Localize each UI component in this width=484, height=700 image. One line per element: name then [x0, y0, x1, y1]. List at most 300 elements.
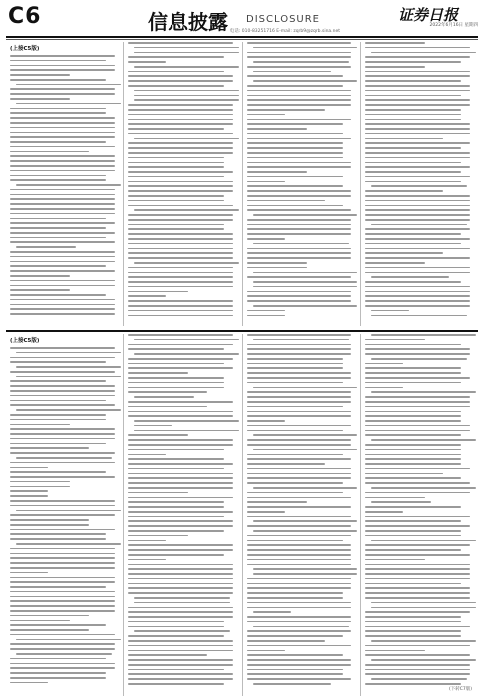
- text-line: [10, 390, 115, 392]
- text-line: [10, 667, 115, 669]
- text-line: [365, 444, 461, 446]
- text-line: [10, 79, 106, 81]
- text-line: [247, 123, 343, 125]
- text-line: [247, 635, 343, 637]
- text-line: [371, 487, 476, 489]
- text-line: [371, 607, 476, 609]
- column: [243, 42, 361, 326]
- text-line: [128, 492, 188, 494]
- text-line: [253, 71, 332, 73]
- text-line: [128, 401, 233, 403]
- text-line: [365, 415, 461, 417]
- text-line: [247, 334, 352, 336]
- text-line: [10, 567, 115, 569]
- header-rule-thin: [6, 39, 478, 40]
- text-line: [128, 568, 233, 570]
- text-line: [128, 233, 233, 235]
- text-line: [10, 151, 89, 153]
- text-line: [134, 339, 239, 341]
- text-line: [128, 664, 233, 666]
- text-line: [365, 90, 470, 92]
- text-line: [10, 198, 115, 200]
- text-line: [128, 281, 233, 283]
- text-line: [253, 281, 358, 283]
- text-line: [371, 439, 476, 441]
- text-line: [247, 85, 343, 87]
- text-line: [128, 458, 224, 460]
- text-line: [365, 669, 470, 671]
- text-line: [134, 396, 194, 398]
- text-line: [134, 425, 172, 427]
- text-line: [253, 47, 358, 49]
- text-line: [134, 138, 239, 140]
- text-line: [365, 573, 470, 575]
- text-line: [365, 611, 470, 613]
- text-line: [247, 468, 352, 470]
- text-line: [10, 213, 115, 215]
- text-line: [128, 205, 233, 207]
- text-line: [247, 578, 352, 580]
- page-number: C6: [8, 4, 42, 29]
- text-line: [10, 548, 115, 550]
- column: [124, 334, 242, 696]
- text-line: [128, 181, 233, 183]
- text-line: [365, 473, 444, 475]
- text-line: [253, 286, 358, 288]
- text-line: [365, 267, 470, 269]
- text-line: [371, 334, 476, 336]
- text-line: [128, 640, 233, 642]
- text-line: [253, 61, 349, 63]
- text-line: [247, 497, 352, 499]
- text-line: [371, 540, 476, 542]
- text-line: [128, 659, 233, 661]
- text-line: [247, 597, 343, 599]
- text-line: [10, 490, 48, 492]
- text-line: [365, 61, 461, 63]
- text-line: [128, 525, 233, 527]
- text-line: [365, 99, 470, 101]
- text-line: [10, 122, 115, 124]
- text-line: [247, 587, 352, 589]
- text-line: [128, 61, 166, 63]
- text-line: [128, 463, 233, 465]
- text-line: [365, 396, 470, 398]
- text-line: [128, 291, 188, 293]
- text-line: [128, 272, 233, 274]
- text-line: [365, 123, 470, 125]
- text-line: [128, 358, 233, 360]
- text-line: [365, 530, 461, 532]
- text-line: [371, 678, 467, 680]
- text-line: [10, 285, 115, 287]
- text-line: [247, 190, 352, 192]
- text-line: [247, 233, 352, 235]
- text-line: [10, 241, 115, 243]
- text-line: [247, 181, 285, 183]
- text-line: [247, 344, 352, 346]
- text-line: [134, 597, 230, 599]
- text-line: [365, 621, 461, 623]
- text-line: [128, 228, 224, 230]
- text-line: [10, 275, 70, 277]
- text-line: [128, 344, 233, 346]
- text-line: [134, 602, 230, 604]
- text-line: [128, 286, 233, 288]
- text-line: [16, 457, 112, 459]
- text-line: [128, 109, 233, 111]
- text-line: [253, 611, 291, 613]
- text-block: [247, 42, 356, 316]
- text-line: [365, 544, 470, 546]
- text-line: [10, 428, 115, 430]
- text-line: [247, 99, 352, 101]
- text-line: [128, 468, 224, 470]
- text-line: [16, 352, 121, 354]
- newspaper-logo: 证券日报: [398, 6, 459, 24]
- text-line: [247, 439, 352, 441]
- text-line: [128, 119, 233, 121]
- text-line: [128, 372, 188, 374]
- text-line: [247, 607, 352, 609]
- text-line: [365, 578, 470, 580]
- text-line: [128, 678, 233, 680]
- text-line: [365, 516, 470, 518]
- text-line: [10, 476, 115, 478]
- text-line: [365, 228, 470, 230]
- text-line: [128, 573, 233, 575]
- text-line: [10, 218, 106, 220]
- text-line: [128, 195, 224, 197]
- text-line: [365, 458, 461, 460]
- text-line: [247, 195, 352, 197]
- text-line: [365, 344, 461, 346]
- text-line: [371, 659, 476, 661]
- text-line: [365, 554, 470, 556]
- text-line: [247, 157, 343, 159]
- text-line: [247, 458, 352, 460]
- text-line: [10, 624, 106, 626]
- text-line: [247, 104, 352, 106]
- continued-note: (下转C7版): [448, 687, 472, 692]
- issue-date: 2022年6月16日 星期四: [429, 23, 478, 28]
- text-line: [365, 430, 470, 432]
- text-line: [365, 176, 470, 178]
- text-line: [10, 471, 106, 473]
- text-line: [247, 673, 343, 675]
- text-line: [16, 84, 121, 86]
- text-line: [365, 477, 461, 479]
- text-line: [247, 358, 343, 360]
- text-line: [128, 75, 233, 77]
- text-line: [365, 645, 470, 647]
- text-line: [128, 176, 224, 178]
- text-line: [247, 75, 343, 77]
- text-line: [16, 184, 121, 186]
- text-line: [10, 682, 48, 684]
- text-line: [371, 391, 476, 393]
- text-line: [247, 411, 352, 413]
- text-line: [365, 673, 470, 675]
- section-title-en: DISCLOSURE: [246, 14, 320, 25]
- text-line: [16, 103, 121, 105]
- text-line: [128, 454, 166, 456]
- text-line: [247, 406, 343, 408]
- text-line: [365, 147, 461, 149]
- text-line: [10, 304, 115, 306]
- text-line: [365, 295, 470, 297]
- text-line: [247, 295, 352, 297]
- text-line: [247, 645, 352, 647]
- text-line: [365, 291, 470, 293]
- text-line: [247, 559, 352, 561]
- text-line: [365, 95, 461, 97]
- text-line: [365, 597, 470, 599]
- text-line: [128, 554, 224, 556]
- text-line: [10, 261, 115, 263]
- text-line: [128, 310, 233, 312]
- text-line: [247, 616, 352, 618]
- text-line: [247, 109, 326, 111]
- text-line: [247, 506, 352, 508]
- text-line: [253, 387, 358, 389]
- text-line: [247, 248, 352, 250]
- text-line: [10, 294, 106, 296]
- text-line: [128, 300, 233, 302]
- text-line: [365, 626, 470, 628]
- text-line: [247, 200, 326, 202]
- text-line: [10, 495, 48, 497]
- text-block: [365, 42, 474, 316]
- text-line: [371, 310, 409, 312]
- text-line: [247, 310, 285, 312]
- text-line: [247, 185, 343, 187]
- text-line: [128, 363, 224, 365]
- text-line: [128, 530, 224, 532]
- text-line: [247, 554, 352, 556]
- text-line: [10, 600, 115, 602]
- column: [243, 334, 361, 696]
- text-line: [247, 516, 352, 518]
- text-line: [365, 171, 461, 173]
- text-line: [365, 387, 403, 389]
- text-line: [365, 133, 470, 135]
- text-line: [253, 434, 358, 436]
- text-line: [10, 227, 106, 229]
- text-line: [371, 185, 467, 187]
- text-line: [128, 114, 233, 116]
- text-line: [128, 190, 233, 192]
- text-line: [253, 272, 358, 274]
- text-line: [128, 544, 233, 546]
- column: [361, 42, 478, 326]
- text-line: [10, 165, 115, 167]
- text-line: [128, 669, 224, 671]
- text-line: [16, 376, 121, 378]
- text-line: [128, 305, 233, 307]
- text-line: [247, 262, 307, 264]
- text-line: [16, 543, 121, 545]
- text-line: [365, 238, 470, 240]
- text-line: [128, 607, 233, 609]
- text-line: [365, 339, 425, 341]
- text-line: [247, 377, 352, 379]
- text-line: [365, 138, 444, 140]
- text-line: [247, 501, 307, 503]
- text-line: [371, 501, 431, 503]
- text-line: [134, 95, 239, 97]
- text-line: [365, 583, 461, 585]
- text-line: [10, 467, 48, 469]
- text-line: [134, 430, 239, 432]
- text-line: [128, 434, 188, 436]
- text-line: [365, 128, 470, 130]
- text-line: [10, 591, 115, 593]
- section-divider: [6, 330, 478, 332]
- text-line: [365, 200, 470, 202]
- text-line: [10, 194, 115, 196]
- column: [124, 42, 242, 326]
- text-line: [371, 602, 476, 604]
- text-line: [10, 361, 106, 363]
- text-line: [10, 562, 115, 564]
- text-line: [128, 214, 233, 216]
- text-line: [247, 511, 285, 513]
- text-line: [10, 596, 115, 598]
- text-line: [128, 501, 224, 503]
- text-line: [247, 257, 352, 259]
- text-line: [10, 615, 89, 617]
- contact-line: 电话: 010-83251716 E-mail: zqrb9@zqrb.sina.net: [229, 29, 340, 34]
- text-line: [253, 626, 349, 628]
- page-header: [0, 0, 484, 36]
- text-line: [128, 56, 224, 58]
- text-line: [247, 114, 285, 116]
- text-line: [247, 267, 307, 269]
- text-line: [365, 157, 470, 159]
- text-line: [365, 482, 470, 484]
- text-line: [365, 71, 470, 73]
- text-line: [128, 267, 233, 269]
- text-line: [247, 363, 343, 365]
- text-line: [247, 119, 352, 121]
- text-line: [128, 295, 166, 297]
- text-line: [10, 414, 106, 416]
- text-line: [365, 406, 470, 408]
- text-line: [128, 42, 233, 44]
- column: [361, 334, 478, 696]
- text-line: [365, 80, 461, 82]
- text-line: [10, 313, 115, 315]
- text-line: [10, 270, 115, 272]
- text-line: [247, 430, 343, 432]
- text-line: [128, 315, 233, 317]
- text-line: [128, 621, 224, 623]
- text-line: [247, 142, 343, 144]
- text-line: [128, 683, 224, 685]
- text-line: [128, 166, 224, 168]
- text-line: [10, 643, 115, 645]
- text-line: [365, 119, 461, 121]
- text-line: [365, 233, 461, 235]
- text-line: [128, 477, 233, 479]
- text-line: [10, 385, 115, 387]
- text-line: [10, 443, 106, 445]
- text-line: [371, 52, 476, 54]
- text-line: [128, 549, 233, 551]
- text-line: [134, 262, 239, 264]
- text-line: [365, 66, 425, 68]
- text-line: [365, 85, 470, 87]
- text-line: [128, 406, 207, 408]
- text-block: [128, 42, 237, 316]
- text-line: [128, 85, 224, 87]
- text-line: [365, 195, 470, 197]
- text-line: [247, 664, 352, 666]
- text-line: [365, 587, 470, 589]
- text-line: [10, 65, 115, 67]
- text-line: [365, 664, 470, 666]
- text-line: [10, 634, 115, 636]
- text-line: [247, 138, 352, 140]
- text-line: [134, 99, 239, 101]
- text-line: [10, 232, 115, 234]
- text-line: [365, 262, 425, 264]
- text-line: [365, 248, 470, 250]
- text-line: [365, 104, 470, 106]
- text-line: [128, 497, 233, 499]
- text-line: [247, 348, 352, 350]
- text-line: [128, 248, 233, 250]
- text-line: [365, 152, 470, 154]
- text-line: [365, 454, 461, 456]
- text-line: [10, 98, 70, 100]
- text-line: [365, 425, 470, 427]
- text-line: [253, 305, 358, 307]
- text-line: [16, 246, 76, 248]
- text-line: [128, 147, 233, 149]
- header-rule: [6, 36, 478, 38]
- text-line: [371, 276, 450, 278]
- text-line: [365, 654, 470, 656]
- text-line: [128, 162, 224, 164]
- text-line: [247, 219, 352, 221]
- text-line: [10, 400, 106, 402]
- text-line: [365, 559, 425, 561]
- text-line: [247, 630, 352, 632]
- text-line: [128, 243, 233, 245]
- text-line: [365, 219, 470, 221]
- text-line: [253, 530, 358, 532]
- text-line: [128, 583, 233, 585]
- text-line: [16, 510, 121, 512]
- text-line: [253, 573, 358, 575]
- text-line: [134, 52, 239, 54]
- text-line: [128, 564, 233, 566]
- text-line: [365, 142, 470, 144]
- text-line: [10, 553, 115, 555]
- text-line: [128, 578, 233, 580]
- text-line: [371, 640, 476, 642]
- text-line: [10, 155, 115, 157]
- text-line: [365, 109, 461, 111]
- text-line: [247, 291, 352, 293]
- text-line: [10, 572, 48, 574]
- text-line: [247, 42, 352, 44]
- text-line: [247, 477, 352, 479]
- text-line: [247, 650, 285, 652]
- text-line: [247, 396, 352, 398]
